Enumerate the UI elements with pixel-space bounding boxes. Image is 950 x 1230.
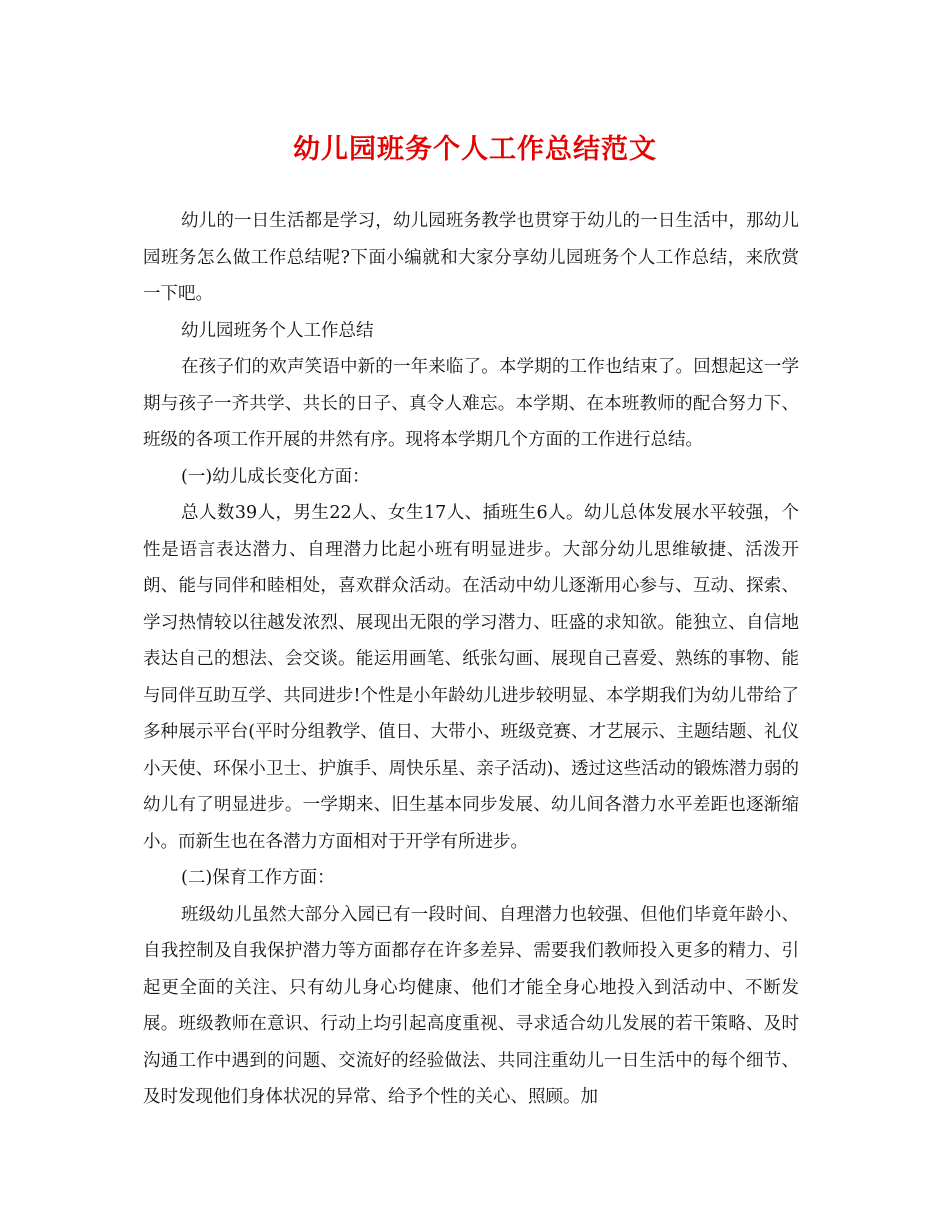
section-heading: 幼儿园班务个人工作总结: [181, 320, 374, 341]
opening-paragraph: 在孩子们的欢声笑语中新的一年来临了。本学期的工作也结束了。回想起这一学期与孩子一齐共学、共长的日子、真令人难忘。本学期、在本班教师的配合努力下、班级的各项工作开展的井然有序。现将本学期几个方面的工作进行总结。: [143, 357, 799, 450]
subsection-heading-growth: (一)幼儿成长变化方面：: [181, 466, 370, 487]
document-title: 幼儿园班务个人工作总结范文: [293, 134, 657, 165]
document-body: [143, 203, 799, 1116]
growth-paragraph: 总人数39人，男生22人、女生17人、插班生6人。幼儿总体发展水平较强，个性是语言表达潜力、自理潜力比起小班有明显进步。大部分幼儿思维敏捷、活泼开朗、能与同伴和睦相处，喜欢群众活动。在活动中幼儿逐渐用心参与、互动、探索、学习热情较以往越发浓烈、展现出无限的学习潜力、旺盛的求知欲。能独立、自信地表达自己的想法、会交谈。能运用画笔、纸张勾画、展现自己喜爱、熟练的事物、能与同伴互助互学、共同进步!个性是小年龄幼儿进步较明显、本学期我们为幼儿带给了多种展示平台(平时分组教学、值日、大带小、班级竞赛、才艺展示、主题结题、礼仪小天使、环保小卫士、护旗手、周快乐星、亲子活动)、透过这些活动的锻炼潜力弱的幼儿有了明显进步。一学期来、旧生基本同步发展、幼儿间各潜力水平差距也逐渐缩小。而新生也在各潜力方面相对于开学有所进步。: [143, 503, 799, 852]
intro-paragraph: 幼儿的一日生活都是学习，幼儿园班务教学也贯穿于幼儿的一日生活中，那幼儿园班务怎么做工作总结呢?下面小编就和大家分享幼儿园班务个人工作总结，来欣赏一下吧。: [143, 211, 799, 304]
subsection-heading-care: (二)保育工作方面：: [181, 868, 335, 888]
care-paragraph: 班级幼儿虽然大部分入园已有一段时间、自理潜力也较强、但他们毕竟年龄小、自我控制及自我保护潜力等方面都存在许多差异、需要我们教师投入更多的精力、引起更全面的关注、只有幼儿身心均健康、他们才能全身心地投入到活动中、不断发展。班级教师在意识、行动上均引起高度重视、寻求适合幼儿发展的若干策略、及时沟通工作中遇到的问题、交流好的经验做法、共同注重幼儿一日生活中的每个细节、及时发现他们身体状况的异常、给予个性的关心、照顾。加: [143, 904, 799, 1107]
